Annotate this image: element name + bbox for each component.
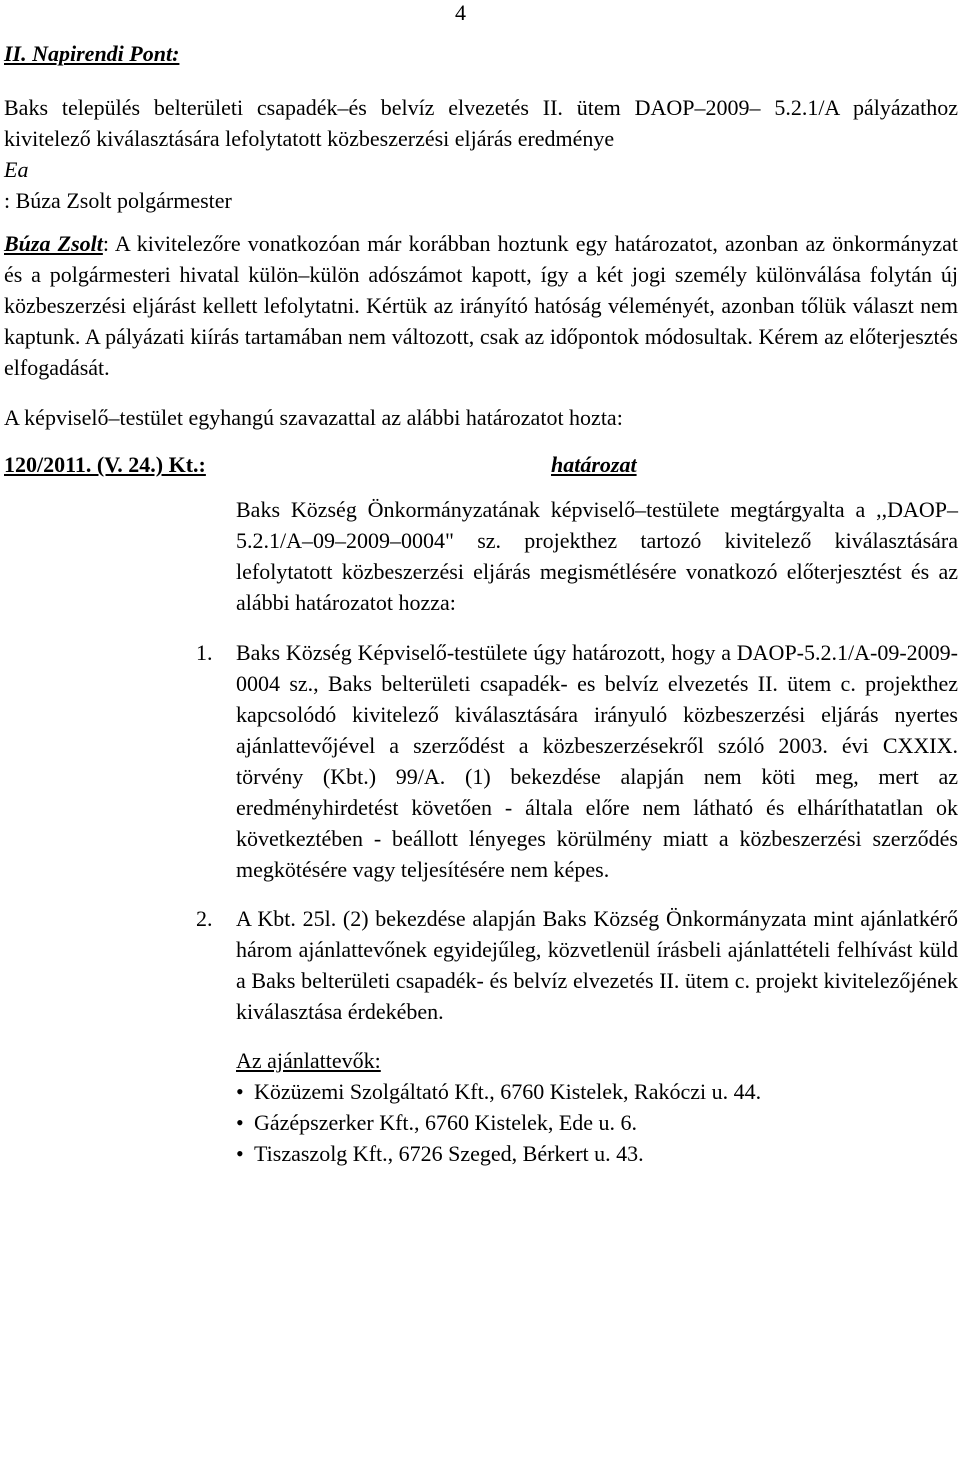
item-number: 2. <box>196 906 213 931</box>
bidders-section <box>236 1045 958 1169</box>
list-item <box>236 1076 958 1107</box>
bullet-icon: • <box>236 1079 244 1104</box>
item-text: A Kbt. 25l. (2) bekezdése alapján Baks Község Önkormányzata mint ajánlatkérő három ajánlattevőnek egyidejűleg, közvetlenül írásbeli ajánlattételi felhívást küld a Baks belterületi csapadék- és belvíz elvezetés II. ütem c. projekt kivitelezőjének kiválasztása érdekében. <box>236 906 958 1024</box>
page-number: 4 <box>455 0 466 25</box>
vote-statement: A képviselő–testület egyhangú szavazattal az alábbi határozatot hozta: <box>4 405 623 430</box>
bullet-icon: • <box>236 1110 244 1135</box>
speech-paragraph <box>4 228 958 383</box>
bidder-text: Gázépszerker Kft., 6760 Kistelek, Ede u. 6. <box>254 1110 638 1135</box>
agenda-title: Baks település belterületi csapadék–és belvíz elvezetés II. ütem DAOP–2009– 5.2.1/A pályázathoz kivitelező kiválasztására lefolytatott közbeszerzési eljárás eredménye <box>4 95 958 151</box>
resolution-body: Baks Község Önkormányzatának képviselő–testülete megtárgyalta a ,,DAOP–5.2.1/A–09–2009–0004" sz. projekthez tartozó kivitelező kiválasztására lefolytatott közbeszerzési eljárás megismétlésére vonatkozó előterjesztést és az alábbi határozatot hozza: <box>236 497 958 615</box>
item-number: 1. <box>196 640 213 665</box>
resolution-item <box>196 903 958 1027</box>
agenda-intro <box>4 92 958 216</box>
list-item <box>236 1107 958 1138</box>
resolution-header <box>4 449 958 480</box>
agenda-heading: II. Napirendi Pont: <box>4 41 180 66</box>
list-item <box>236 1138 958 1169</box>
presenter-name: : Búza Zsolt polgármester <box>4 188 232 213</box>
item-text: Baks Község Képviselő-testülete úgy határozott, hogy a DAOP-5.2.1/A-09-2009-0004 sz., Baks belterületi csapadék- es belvíz elvezetés II. ütem c. projekthez kapcsolódó kivitelező kiválasztására irányuló közbeszerzési eljárás nyertes ajánlattevőjével a szerződést a közbeszerzésekről szóló 2003. évi CXXIX. törvény (Kbt.) 99/A. (1) bekezdése alapján nem köti meg, mert az eredményhirdetést követően - általa előre nem látható és elháríthatatlan ok következtében - beállott lényeges körülmény miatt a közbeszerzési szerződés megkötésére vagy teljesítésére nem képes. <box>236 640 958 882</box>
document-body <box>4 36 958 1169</box>
resolution-item <box>196 637 958 885</box>
presenter-line <box>4 154 958 216</box>
speech-text: : A kivitelezőre vonatkozóan már korábban hoztunk egy határozatot, azonban az önkormányzat és a polgármesteri hivatal külön–külön adószámot kapott, így a két jogi személy különválása folytán új közbeszerzési eljárást kellett lefolytatni. Kértük az irányító hatóság véleményét, azonban tőlük választ nem kaptunk. A pályázati kiírás tartamában nem változott, csak az időpontok módosultak. Kérem az előterjesztés elfogadását. <box>4 231 958 380</box>
bidders-list <box>236 1076 958 1169</box>
presenter-label: Ea <box>4 157 29 182</box>
resolution-number: 120/2011. (V. 24.) Kt.: <box>4 452 206 477</box>
resolution-items <box>196 637 958 1027</box>
bullet-icon: • <box>236 1141 244 1166</box>
speaker-name: Búza Zsolt <box>4 231 103 256</box>
resolution-label: határozat <box>551 452 637 477</box>
bidder-text: Tiszaszolg Kft., 6726 Szeged, Bérkert u. 43. <box>254 1141 644 1166</box>
bidder-text: Közüzemi Szolgáltató Kft., 6760 Kistelek, Rakóczi u. 44. <box>254 1079 762 1104</box>
bidders-title: Az ajánlattevők: <box>236 1048 381 1073</box>
